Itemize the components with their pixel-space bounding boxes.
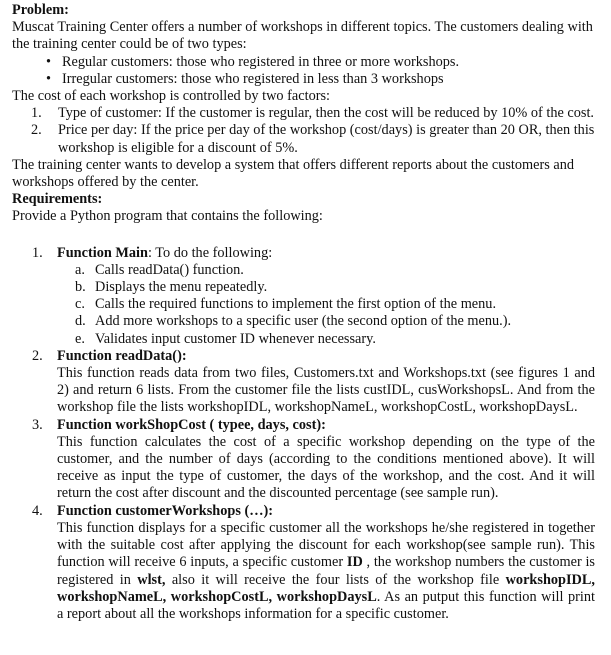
body-text: , the workshop numbers the customer is registered in bbox=[57, 554, 595, 588]
list-letter: a. bbox=[75, 261, 85, 278]
list-item: • Irregular customers: those who registered in less than 3 workshops bbox=[48, 71, 595, 88]
list-item bbox=[75, 330, 595, 348]
list-letter: b. bbox=[75, 279, 86, 296]
system-paragraph: The training center wants to develop a system that offers different reports about the customers and workshops offered by the center. bbox=[12, 156, 575, 191]
cost-intro: The cost of each workshop is controlled by two factors: bbox=[12, 88, 331, 105]
list-number: 1. bbox=[31, 105, 42, 122]
customer-types-list bbox=[12, 54, 595, 88]
list-letter: d. bbox=[75, 313, 86, 330]
factor-text: Type of customer: If the customer is regular, then the cost will be reduced by 10% of the cost. bbox=[58, 105, 594, 122]
step-text: Add more workshops to a specific user (the second option of the menu.). bbox=[95, 313, 512, 330]
list-number: 4. bbox=[32, 502, 43, 519]
body-emphasis: ID bbox=[346, 554, 363, 571]
list-item bbox=[75, 279, 595, 296]
requirements-heading: Requirements: bbox=[12, 191, 103, 208]
list-letter: c. bbox=[75, 296, 85, 313]
list-item bbox=[75, 261, 595, 279]
list-number: 2. bbox=[32, 347, 43, 364]
list-item bbox=[75, 313, 595, 330]
requirement-title: Function Main bbox=[57, 244, 148, 261]
list-item bbox=[75, 296, 595, 313]
body-emphasis: wlst, bbox=[137, 571, 166, 588]
step-text: Calls the required functions to implement the first option of the menu. bbox=[95, 296, 497, 313]
requirement-body: This function reads data from two files, Customers.txt and Workshops.txt (see figures 1 and 2) and return 6 lists. From the customer file the lists custIDL, cusWorkshopsL. And from the workshop file the lists workshopIDL, workshopNameL, workshopCostL, workshopDaysL. bbox=[57, 365, 595, 416]
list-number: 3. bbox=[32, 416, 43, 433]
requirement-title: Function readData(): bbox=[57, 347, 187, 364]
list-number: 1. bbox=[32, 244, 43, 261]
requirement-title-rest: : To do the following: bbox=[147, 244, 273, 261]
requirement-body: This function calculates the cost of a specific workshop depending on the type of the customer, and the number of days (according to the conditions mentioned above). It will receive as input the type of customer, the days of the workshop, and the cost. And it will return the cost after discount and the discounted percentage (see sample run). bbox=[57, 433, 595, 502]
body-text: also it will receive the four lists of the workshop file bbox=[165, 571, 506, 588]
step-text: Displays the menu repeatedly. bbox=[95, 279, 268, 296]
step-text: Calls readData() function. bbox=[95, 261, 244, 278]
list-number: 2. bbox=[31, 122, 42, 139]
requirement-title: Function customerWorkshops (…): bbox=[57, 502, 274, 519]
requirement-title: Function workShopCost ( typee, days, cost): bbox=[57, 416, 326, 433]
body-text: This function displays for a specific customer all the workshops he/she registered in together with the suitable cost after applying the discount for each workshop(see sample run). This function will receive 6 inputs, a specific customer bbox=[57, 519, 595, 571]
factors-list bbox=[12, 105, 595, 157]
list-item: • Regular customers: those who registered in three or more workshops. bbox=[48, 54, 595, 71]
spacer bbox=[12, 226, 595, 245]
requirement-item bbox=[32, 416, 595, 503]
main-steps-list bbox=[57, 262, 595, 348]
requirement-item bbox=[32, 244, 595, 348]
list-item bbox=[31, 122, 595, 156]
list-item bbox=[31, 105, 595, 122]
intro-paragraph: Muscat Training Center offers a number of workshops in different topics. The customers dealing with the training center could be of two types: bbox=[12, 19, 593, 53]
requirements-list bbox=[12, 245, 595, 623]
factor-text: Price per day: If the price per day of the workshop (cost/days) is greater than 20 OR, then this workshop is eligible for a discount of 5%. bbox=[58, 122, 595, 156]
step-text: Validates input customer ID whenever necessary. bbox=[95, 330, 376, 347]
requirement-item bbox=[32, 502, 595, 623]
requirement-body bbox=[57, 520, 595, 623]
requirements-intro: Provide a Python program that contains the following: bbox=[12, 208, 323, 225]
requirement-item bbox=[32, 347, 595, 417]
problem-heading: Problem: bbox=[12, 2, 69, 18]
body-text: . As an putput this function will print a report about all the workshops information for a specific customer. bbox=[57, 588, 595, 622]
list-letter: e. bbox=[75, 330, 85, 347]
body-emphasis: workshopIDL, workshopNameL, workshopCostL, workshopDaysL bbox=[57, 571, 595, 605]
